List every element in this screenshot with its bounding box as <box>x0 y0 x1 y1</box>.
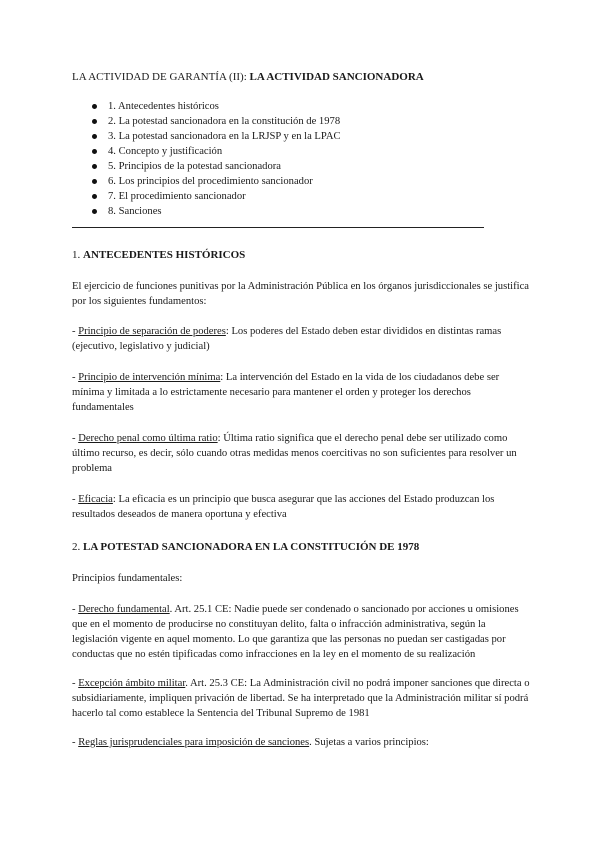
toc-item: 2. La potestad sancionadora en la constitución de 1978 <box>92 114 532 129</box>
paragraph-separacion-poderes: - Principio de separación de poderes: Los poderes del Estado deben estar divididos en distintas ramas (ejecutivo, legislativo y judicial) <box>72 326 502 352</box>
table-of-contents <box>72 99 532 219</box>
toc-item: 4. Concepto y justificación <box>92 144 532 159</box>
document-title: LA ACTIVIDAD DE GARANTÍA (II): LA ACTIVIDAD SANCIONADORA <box>72 71 424 83</box>
toc-item: 1. Antecedentes históricos <box>92 99 532 114</box>
section-2-heading: 2. LA POTESTAD SANCIONADORA EN LA CONSTITUCIÓN DE 1978 <box>72 541 420 553</box>
toc-item: 5. Principios de la potestad sancionadora <box>92 159 532 174</box>
section-1-intro: El ejercicio de funciones punitivas por la Administración Pública en los órganos jurisdiccionales se justifica por los siguientes fundamentos: <box>72 281 529 307</box>
paragraph-reglas-jurisprudenciales: - Reglas jurisprudenciales para imposición de sanciones. Sujetas a varios principios: <box>72 737 429 748</box>
toc-item: 7. El procedimiento sancionador <box>92 189 532 204</box>
paragraph-eficacia: - Eficacia: La eficacia es un principio que busca asegurar que las acciones del Estado produzcan los resultados deseados de manera oportuna y efectiva <box>72 494 495 520</box>
horizontal-divider <box>72 227 484 228</box>
paragraph-excepcion-militar: - Excepción ámbito militar. Art. 25.3 CE: La Administración civil no podrá imponer sanciones que directa o subsidiariamente, impliquen privación de libertad. Se ha interpretado que la Administración militar sí podrá hacerlo tal como establece la Sentencia del Tribunal Supremo de 1981 <box>72 678 530 719</box>
paragraph-ultima-ratio: - Derecho penal como última ratio: Última ratio significa que el derecho penal debe ser utilizado como último recurso, es decir, sólo cuando otras medidas menos coercitivas no son suficientes para resolver un problema <box>72 433 517 474</box>
paragraph-derecho-fundamental: - Derecho fundamental. Art. 25.1 CE: Nadie puede ser condenado o sancionado por acciones u omisiones que en el momento de producirse no constituyan delito, falta o infracción administrativa, según la legislación vigente en aquel momento. Lo que garantiza que las personas no puedan ser castigadas por conductas que no estén tipificadas como infracciones en la ley en el momento de su realización <box>72 604 519 660</box>
document-page <box>72 70 532 750</box>
section-1-heading: 1. ANTECEDENTES HISTÓRICOS <box>72 249 246 261</box>
toc-item: 6. Los principios del procedimiento sancionador <box>92 174 532 189</box>
paragraph-intervencion-minima: - Principio de intervención mínima: La intervención del Estado en la vida de los ciudadanos debe ser mínima y limitada a lo estrictamente necesario para mantener el orden y proteger los derechos fundamentales <box>72 372 500 413</box>
section-2-intro: Principios fundamentales: <box>72 573 183 584</box>
toc-item: 8. Sanciones <box>92 204 532 219</box>
toc-item: 3. La potestad sancionadora en la LRJSP y en la LPAC <box>92 129 532 144</box>
